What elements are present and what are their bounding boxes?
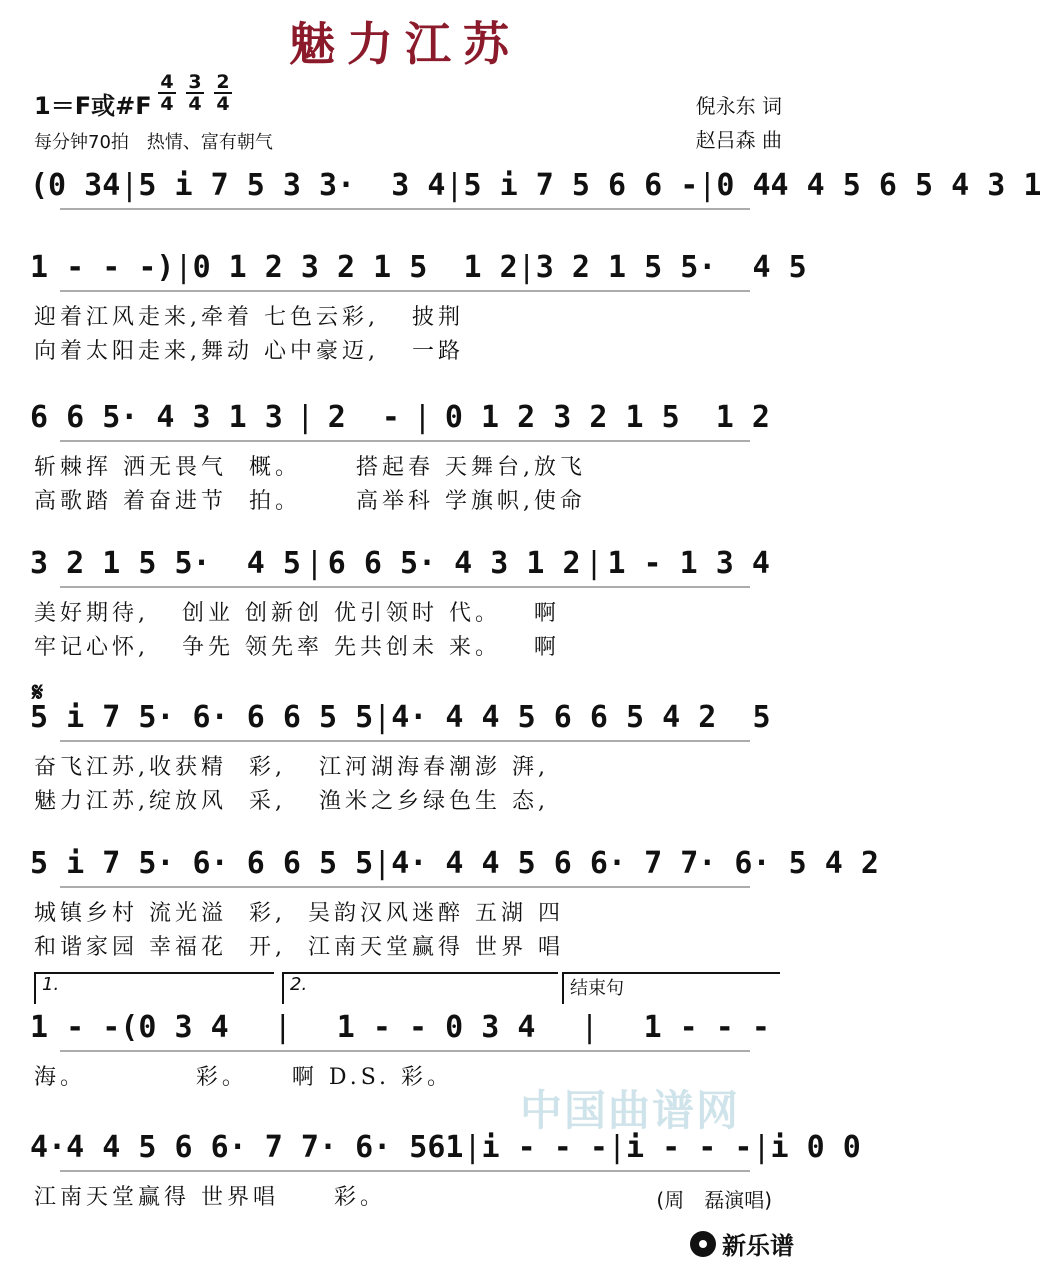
beam-line xyxy=(60,1050,750,1052)
watermark: 中国曲谱网 xyxy=(520,1086,741,1135)
barline: | xyxy=(373,846,392,881)
beam-line xyxy=(60,886,750,888)
measure: 6 6 5· 4 3 1 2 xyxy=(327,546,581,581)
barline: | xyxy=(373,700,392,735)
barline: | xyxy=(305,546,324,581)
measure: (0 34 xyxy=(30,168,121,203)
measure: 5 i 7 5 3 3· 3 4 xyxy=(138,168,446,203)
lyricist-credit: 倪永东 词 xyxy=(695,94,782,118)
barline: | xyxy=(273,1010,292,1045)
meter-bottom: 4 xyxy=(188,93,202,115)
notation-line-4 xyxy=(30,546,770,581)
measure: i 0 0 xyxy=(770,1130,861,1165)
measure: 0 44 4 5 6 5 4 3 1 xyxy=(716,168,1041,203)
meter-bottom: 4 xyxy=(216,93,230,115)
logo-text: 新乐谱 xyxy=(722,1232,794,1260)
barline: | xyxy=(463,1130,482,1165)
key-signature: 1＝F或#F xyxy=(34,92,152,120)
barline: | xyxy=(607,1130,627,1165)
notation-line-6 xyxy=(30,846,879,881)
lyric-verse-2: 魅力江苏,绽放风 采, 渔米之乡绿色生 态, xyxy=(34,789,549,814)
time-signatures xyxy=(158,72,232,114)
measure: 3 2 1 5 5· 4 5 xyxy=(30,546,301,581)
lyric-verse-2: 和谐家园 幸福花 开, 江南天堂赢得 世界 唱 xyxy=(34,935,564,960)
site-logo xyxy=(690,1226,794,1261)
lyric-verse-1: 美好期待, 创业 创新创 优引领时 代。 啊 xyxy=(34,601,560,626)
meter-2 xyxy=(214,72,232,114)
volta-1: 1. xyxy=(34,972,274,1004)
beam-line xyxy=(60,1170,750,1172)
measure: 6 6 5· 4 3 1 3 xyxy=(30,400,283,435)
composer-credit: 赵吕森 曲 xyxy=(695,128,782,152)
barline: | xyxy=(585,546,604,581)
barline: | xyxy=(120,168,139,203)
lyric-verse-2: 向着太阳走来,舞动 心中豪迈, 一路 xyxy=(34,339,464,364)
lyric-verse-2: 高歌踏 着奋进节 拍。 高举科 学旗帜,使命 xyxy=(34,489,586,514)
measure: 5 i 7 5· 6· 6 6 5 5 xyxy=(30,846,374,881)
meter-0 xyxy=(158,72,176,114)
measure: 1 - - - xyxy=(643,1010,770,1045)
lyric-verse-1: 海。 彩。 啊 D.S. 彩。 xyxy=(34,1065,454,1090)
notation-line-3 xyxy=(30,400,770,435)
beam-line xyxy=(60,586,750,588)
notation-line-7 xyxy=(30,1010,770,1045)
measure: i - - - xyxy=(626,1130,753,1165)
lyric-verse-1: 奋飞江苏,收获精 彩, 江河湖海春潮澎 湃, xyxy=(34,755,549,780)
measure: 5 i 7 5· 6· 6 6 5 5 xyxy=(30,700,374,735)
barline: | xyxy=(413,400,432,435)
notation-line-2 xyxy=(30,250,807,285)
barline: | xyxy=(174,250,193,285)
barline: | xyxy=(517,250,536,285)
measure: 3 2 1 5 5· 4 5 xyxy=(535,250,807,285)
measure: 0 1 2 3 2 1 5 1 2 xyxy=(444,400,770,435)
singer-credit: (周 磊演唱) xyxy=(656,1188,772,1212)
segno-sign: 𝄋 xyxy=(32,678,44,708)
lyric-verse-2: 牢记心怀, 争先 领先率 先共创未 来。 啊 xyxy=(34,635,560,660)
meter-bottom: 4 xyxy=(160,93,174,115)
meter-top: 3 xyxy=(188,71,202,93)
lyric-verse-1: 城镇乡村 流光溢 彩, 吴韵汉风迷醉 五湖 四 xyxy=(34,901,564,926)
measure: 1 - - -) xyxy=(30,250,175,285)
notation-line-1 xyxy=(30,168,1041,203)
record-disc-icon xyxy=(690,1231,716,1257)
barline: | xyxy=(752,1130,771,1165)
barline: | xyxy=(296,400,315,435)
measure: 0 1 2 3 2 1 5 1 2 xyxy=(192,250,518,285)
measure: 4· 4 4 5 6 6 5 4 2 5 xyxy=(391,700,771,735)
beam-line xyxy=(60,740,750,742)
tempo-marking: 每分钟70拍 热情、富有朝气 xyxy=(34,132,273,153)
measure: i - - - xyxy=(481,1130,608,1165)
measure: 5 i 7 5 6 6 - xyxy=(463,168,699,203)
song-title: 魅力江苏 xyxy=(289,17,521,71)
lyric-verse-1: 斩棘挥 洒无畏气 概。 搭起春 天舞台,放飞 xyxy=(34,455,586,480)
barline: | xyxy=(698,168,717,203)
beam-line xyxy=(60,440,750,442)
volta-2: 2. xyxy=(282,972,558,1004)
lyric-verse-1: 迎着江风走来,牵着 七色云彩, 披荆 xyxy=(34,305,464,330)
meter-top: 2 xyxy=(216,71,230,93)
meter-1 xyxy=(186,72,204,114)
barline: | xyxy=(445,168,464,203)
lyric-verse-1: 江南天堂赢得 世界唱 彩。 xyxy=(34,1185,386,1210)
meter-top: 4 xyxy=(160,71,174,93)
beam-line xyxy=(60,208,750,210)
measure: 2 - xyxy=(327,400,400,435)
beam-line xyxy=(60,290,750,292)
volta-ending: 结束句 xyxy=(562,972,780,1004)
measure: 1 - -(0 3 4 xyxy=(30,1010,229,1045)
notation-line-5 xyxy=(30,700,770,735)
measure: 4·4 4 5 6 6· 7 7· 6· 561 xyxy=(30,1130,464,1165)
measure: 4· 4 4 5 6 6· 7 7· 6· 5 4 2 xyxy=(391,846,879,881)
barline: | xyxy=(580,1010,599,1045)
measure: 1 - 1 3 4 xyxy=(607,546,770,581)
measure: 1 - - 0 3 4 xyxy=(336,1010,536,1045)
